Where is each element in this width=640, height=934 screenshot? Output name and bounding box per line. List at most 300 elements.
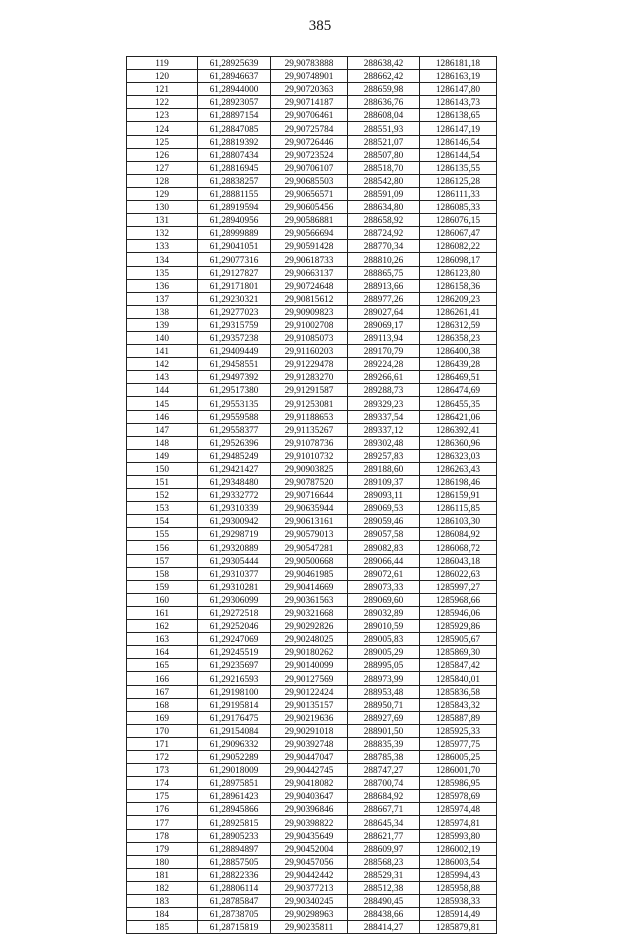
latitude-cell: 61,29558377 [198,423,271,436]
y-coordinate-cell: 1285977,75 [420,737,497,750]
point-number-cell: 132 [127,227,198,240]
point-number-cell: 138 [127,305,198,318]
x-coordinate-cell: 288518,70 [348,161,420,174]
y-coordinate-cell: 1286084,92 [420,528,497,541]
x-coordinate-cell: 288684,92 [348,790,420,803]
latitude-cell: 61,29198100 [198,685,271,698]
latitude-cell: 61,29348480 [198,476,271,489]
point-number-cell: 165 [127,659,198,672]
longitude-cell: 29,90403647 [271,790,348,803]
x-coordinate-cell: 288414,27 [348,921,420,934]
longitude-cell: 29,90442745 [271,764,348,777]
x-coordinate-cell: 289057,58 [348,528,420,541]
latitude-cell: 61,29041051 [198,240,271,253]
y-coordinate-cell: 1286147,19 [420,122,497,135]
coordinates-table-body [127,57,497,934]
point-number-cell: 149 [127,449,198,462]
x-coordinate-cell: 289113,94 [348,331,420,344]
x-coordinate-cell: 288659,98 [348,83,420,96]
y-coordinate-cell: 1285836,58 [420,685,497,698]
point-number-cell: 124 [127,122,198,135]
y-coordinate-cell: 1286392,41 [420,423,497,436]
x-coordinate-cell: 288724,92 [348,227,420,240]
table-row [127,515,497,528]
longitude-cell: 29,91283270 [271,371,348,384]
latitude-cell: 61,28925639 [198,57,271,70]
longitude-cell: 29,91078736 [271,436,348,449]
point-number-cell: 122 [127,96,198,109]
y-coordinate-cell: 1286144,54 [420,148,497,161]
latitude-cell: 61,29497392 [198,371,271,384]
y-coordinate-cell: 1286001,70 [420,764,497,777]
table-row [127,187,497,200]
point-number-cell: 176 [127,803,198,816]
x-coordinate-cell: 288621,77 [348,829,420,842]
longitude-cell: 29,90613161 [271,515,348,528]
x-coordinate-cell: 289170,79 [348,345,420,358]
table-row [127,803,497,816]
y-coordinate-cell: 1285925,33 [420,724,497,737]
table-row [127,921,497,934]
y-coordinate-cell: 1286115,85 [420,502,497,515]
table-row [127,711,497,724]
point-number-cell: 126 [127,148,198,161]
y-coordinate-cell: 1286358,23 [420,331,497,344]
point-number-cell: 129 [127,187,198,200]
table-row [127,855,497,868]
point-number-cell: 133 [127,240,198,253]
y-coordinate-cell: 1286439,28 [420,358,497,371]
point-number-cell: 171 [127,737,198,750]
point-number-cell: 154 [127,515,198,528]
latitude-cell: 61,28940956 [198,214,271,227]
point-number-cell: 182 [127,881,198,894]
x-coordinate-cell: 288634,80 [348,201,420,214]
point-number-cell: 179 [127,842,198,855]
longitude-cell: 29,90435649 [271,829,348,842]
longitude-cell: 29,90586881 [271,214,348,227]
longitude-cell: 29,90706107 [271,161,348,174]
longitude-cell: 29,90457056 [271,855,348,868]
table-row [127,554,497,567]
latitude-cell: 61,29485249 [198,449,271,462]
x-coordinate-cell: 288950,71 [348,698,420,711]
x-coordinate-cell: 288747,27 [348,764,420,777]
table-row [127,606,497,619]
table-row [127,541,497,554]
y-coordinate-cell: 1286111,33 [420,187,497,200]
latitude-cell: 61,28961423 [198,790,271,803]
table-row [127,842,497,855]
longitude-cell: 29,90180262 [271,646,348,659]
point-number-cell: 127 [127,161,198,174]
latitude-cell: 61,29300942 [198,515,271,528]
latitude-cell: 61,28857505 [198,855,271,868]
y-coordinate-cell: 1286159,91 [420,489,497,502]
longitude-cell: 29,90396846 [271,803,348,816]
table-row [127,881,497,894]
point-number-cell: 184 [127,908,198,921]
longitude-cell: 29,90725784 [271,122,348,135]
x-coordinate-cell: 289082,83 [348,541,420,554]
point-number-cell: 160 [127,593,198,606]
y-coordinate-cell: 1286138,65 [420,109,497,122]
table-row [127,764,497,777]
point-number-cell: 150 [127,462,198,475]
y-coordinate-cell: 1286068,72 [420,541,497,554]
x-coordinate-cell: 288568,23 [348,855,420,868]
x-coordinate-cell: 288835,39 [348,737,420,750]
latitude-cell: 61,28816945 [198,161,271,174]
y-coordinate-cell: 1286400,38 [420,345,497,358]
longitude-cell: 29,90248025 [271,633,348,646]
y-coordinate-cell: 1286147,80 [420,83,497,96]
point-number-cell: 181 [127,868,198,881]
point-number-cell: 123 [127,109,198,122]
table-row [127,70,497,83]
y-coordinate-cell: 1286005,25 [420,750,497,763]
page-number: 385 [308,18,332,34]
table-row [127,253,497,266]
x-coordinate-cell: 289066,44 [348,554,420,567]
longitude-cell: 29,90414669 [271,580,348,593]
table-row [127,83,497,96]
latitude-cell: 61,29216593 [198,672,271,685]
longitude-cell: 29,90723524 [271,148,348,161]
latitude-cell: 61,29096332 [198,737,271,750]
point-number-cell: 167 [127,685,198,698]
table-row [127,672,497,685]
y-coordinate-cell: 1286082,22 [420,240,497,253]
y-coordinate-cell: 1285968,66 [420,593,497,606]
longitude-cell: 29,91160203 [271,345,348,358]
longitude-cell: 29,90635944 [271,502,348,515]
x-coordinate-cell: 288995,05 [348,659,420,672]
point-number-cell: 142 [127,358,198,371]
longitude-cell: 29,90706461 [271,109,348,122]
table-row [127,227,497,240]
y-coordinate-cell: 1285997,27 [420,580,497,593]
y-coordinate-cell: 1286360,96 [420,436,497,449]
point-number-cell: 156 [127,541,198,554]
x-coordinate-cell: 289329,23 [348,397,420,410]
point-number-cell: 143 [127,371,198,384]
table-row [127,567,497,580]
point-number-cell: 158 [127,567,198,580]
latitude-cell: 61,28925815 [198,816,271,829]
point-number-cell: 121 [127,83,198,96]
x-coordinate-cell: 289093,11 [348,489,420,502]
latitude-cell: 61,28919594 [198,201,271,214]
latitude-cell: 61,29559588 [198,410,271,423]
table-row [127,895,497,908]
table-row [127,633,497,646]
point-number-cell: 177 [127,816,198,829]
y-coordinate-cell: 1286261,41 [420,305,497,318]
table-row [127,816,497,829]
table-row [127,135,497,148]
y-coordinate-cell: 1285843,32 [420,698,497,711]
y-coordinate-cell: 1285974,81 [420,816,497,829]
y-coordinate-cell: 1286455,35 [420,397,497,410]
longitude-cell: 29,90219636 [271,711,348,724]
latitude-cell: 61,29310339 [198,502,271,515]
table-row [127,868,497,881]
x-coordinate-cell: 288609,97 [348,842,420,855]
y-coordinate-cell: 1286076,15 [420,214,497,227]
y-coordinate-cell: 1286421,06 [420,410,497,423]
table-row [127,397,497,410]
latitude-cell: 61,29320889 [198,541,271,554]
y-coordinate-cell: 1286043,18 [420,554,497,567]
latitude-cell: 61,28999889 [198,227,271,240]
longitude-cell: 29,91229478 [271,358,348,371]
longitude-cell: 29,90292826 [271,620,348,633]
longitude-cell: 29,90726446 [271,135,348,148]
latitude-cell: 61,29553135 [198,397,271,410]
y-coordinate-cell: 1285887,89 [420,711,497,724]
y-coordinate-cell: 1286323,03 [420,449,497,462]
longitude-cell: 29,90235811 [271,921,348,934]
x-coordinate-cell: 288977,26 [348,292,420,305]
longitude-cell: 29,90298963 [271,908,348,921]
longitude-cell: 29,90398822 [271,816,348,829]
latitude-cell: 61,29235697 [198,659,271,672]
latitude-cell: 61,29195814 [198,698,271,711]
table-row [127,750,497,763]
table-row [127,305,497,318]
latitude-cell: 61,28894897 [198,842,271,855]
point-number-cell: 153 [127,502,198,515]
point-number-cell: 131 [127,214,198,227]
x-coordinate-cell: 289005,83 [348,633,420,646]
latitude-cell: 61,29176475 [198,711,271,724]
table-row [127,345,497,358]
point-number-cell: 137 [127,292,198,305]
table-row [127,502,497,515]
point-number-cell: 164 [127,646,198,659]
table-row [127,449,497,462]
longitude-cell: 29,90291018 [271,724,348,737]
x-coordinate-cell: 289337,12 [348,423,420,436]
y-coordinate-cell: 1286135,55 [420,161,497,174]
x-coordinate-cell: 288770,34 [348,240,420,253]
point-number-cell: 151 [127,476,198,489]
point-number-cell: 140 [127,331,198,344]
longitude-cell: 29,91002708 [271,318,348,331]
latitude-cell: 61,28838257 [198,174,271,187]
table-row [127,659,497,672]
x-coordinate-cell: 288785,38 [348,750,420,763]
point-number-cell: 175 [127,790,198,803]
longitude-cell: 29,90340245 [271,895,348,908]
longitude-cell: 29,90579013 [271,528,348,541]
latitude-cell: 61,29272518 [198,606,271,619]
y-coordinate-cell: 1285929,86 [420,620,497,633]
table-row [127,122,497,135]
latitude-cell: 61,29458551 [198,358,271,371]
longitude-cell: 29,90127569 [271,672,348,685]
latitude-cell: 61,28944000 [198,83,271,96]
x-coordinate-cell: 288542,80 [348,174,420,187]
point-number-cell: 139 [127,318,198,331]
latitude-cell: 61,28822336 [198,868,271,881]
point-number-cell: 183 [127,895,198,908]
point-number-cell: 125 [127,135,198,148]
latitude-cell: 61,28847085 [198,122,271,135]
point-number-cell: 144 [127,384,198,397]
longitude-cell: 29,90461985 [271,567,348,580]
point-number-cell: 162 [127,620,198,633]
table-row [127,318,497,331]
table-row [127,410,497,423]
coordinates-table [126,56,497,934]
latitude-cell: 61,29357238 [198,331,271,344]
longitude-cell: 29,90815612 [271,292,348,305]
y-coordinate-cell: 1285974,48 [420,803,497,816]
latitude-cell: 61,29052289 [198,750,271,763]
x-coordinate-cell: 289069,53 [348,502,420,515]
longitude-cell: 29,90500668 [271,554,348,567]
longitude-cell: 29,90787520 [271,476,348,489]
x-coordinate-cell: 288529,31 [348,868,420,881]
table-row [127,423,497,436]
x-coordinate-cell: 289266,61 [348,371,420,384]
point-number-cell: 141 [127,345,198,358]
point-number-cell: 130 [127,201,198,214]
latitude-cell: 61,28897154 [198,109,271,122]
y-coordinate-cell: 1285847,42 [420,659,497,672]
latitude-cell: 61,29252046 [198,620,271,633]
longitude-cell: 29,90685503 [271,174,348,187]
x-coordinate-cell: 289032,89 [348,606,420,619]
point-number-cell: 170 [127,724,198,737]
table-row [127,161,497,174]
y-coordinate-cell: 1286469,51 [420,371,497,384]
x-coordinate-cell: 289069,60 [348,593,420,606]
table-row [127,489,497,502]
x-coordinate-cell: 288927,69 [348,711,420,724]
longitude-cell: 29,90903825 [271,462,348,475]
point-number-cell: 161 [127,606,198,619]
latitude-cell: 61,28807434 [198,148,271,161]
y-coordinate-cell: 1286003,54 [420,855,497,868]
table-row [127,685,497,698]
longitude-cell: 29,90618733 [271,253,348,266]
longitude-cell: 29,90591428 [271,240,348,253]
x-coordinate-cell: 289257,83 [348,449,420,462]
x-coordinate-cell: 289059,46 [348,515,420,528]
table-row [127,737,497,750]
longitude-cell: 29,90361563 [271,593,348,606]
x-coordinate-cell: 288913,66 [348,279,420,292]
x-coordinate-cell: 289337,54 [348,410,420,423]
table-row [127,57,497,70]
latitude-cell: 61,29154084 [198,724,271,737]
table-row [127,580,497,593]
table-row [127,476,497,489]
latitude-cell: 61,29315759 [198,318,271,331]
table-row [127,266,497,279]
longitude-cell: 29,90714187 [271,96,348,109]
y-coordinate-cell: 1286002,19 [420,842,497,855]
x-coordinate-cell: 289073,33 [348,580,420,593]
table-row [127,292,497,305]
x-coordinate-cell: 288638,42 [348,57,420,70]
y-coordinate-cell: 1286143,73 [420,96,497,109]
y-coordinate-cell: 1285994,43 [420,868,497,881]
longitude-cell: 29,90724648 [271,279,348,292]
longitude-cell: 29,90122424 [271,685,348,698]
y-coordinate-cell: 1286158,36 [420,279,497,292]
longitude-cell: 29,90377213 [271,881,348,894]
y-coordinate-cell: 1286146,54 [420,135,497,148]
y-coordinate-cell: 1286474,69 [420,384,497,397]
table-row [127,331,497,344]
latitude-cell: 61,28785847 [198,895,271,908]
x-coordinate-cell: 289188,60 [348,462,420,475]
x-coordinate-cell: 289069,17 [348,318,420,331]
latitude-cell: 61,28905233 [198,829,271,842]
latitude-cell: 61,29018009 [198,764,271,777]
point-number-cell: 157 [127,554,198,567]
y-coordinate-cell: 1286209,23 [420,292,497,305]
y-coordinate-cell: 1285986,95 [420,777,497,790]
point-number-cell: 166 [127,672,198,685]
longitude-cell: 29,90909823 [271,305,348,318]
latitude-cell: 61,29171801 [198,279,271,292]
latitude-cell: 61,29517380 [198,384,271,397]
point-number-cell: 146 [127,410,198,423]
latitude-cell: 61,28881155 [198,187,271,200]
y-coordinate-cell: 1285938,33 [420,895,497,908]
longitude-cell: 29,90135157 [271,698,348,711]
y-coordinate-cell: 1286312,59 [420,318,497,331]
point-number-cell: 119 [127,57,198,70]
point-number-cell: 120 [127,70,198,83]
table-row [127,148,497,161]
latitude-cell: 61,29310377 [198,567,271,580]
table-row [127,214,497,227]
longitude-cell: 29,90720363 [271,83,348,96]
x-coordinate-cell: 288512,38 [348,881,420,894]
longitude-cell: 29,91291587 [271,384,348,397]
point-number-cell: 147 [127,423,198,436]
longitude-cell: 29,90140099 [271,659,348,672]
point-number-cell: 163 [127,633,198,646]
y-coordinate-cell: 1285869,30 [420,646,497,659]
x-coordinate-cell: 289072,61 [348,567,420,580]
x-coordinate-cell: 288901,50 [348,724,420,737]
point-number-cell: 180 [127,855,198,868]
y-coordinate-cell: 1286098,17 [420,253,497,266]
table-row [127,698,497,711]
latitude-cell: 61,29277023 [198,305,271,318]
x-coordinate-cell: 288636,76 [348,96,420,109]
longitude-cell: 29,90392748 [271,737,348,750]
x-coordinate-cell: 288667,71 [348,803,420,816]
longitude-cell: 29,90321668 [271,606,348,619]
latitude-cell: 61,29332772 [198,489,271,502]
x-coordinate-cell: 288551,93 [348,122,420,135]
x-coordinate-cell: 289302,48 [348,436,420,449]
x-coordinate-cell: 288865,75 [348,266,420,279]
longitude-cell: 29,90605456 [271,201,348,214]
table-row [127,358,497,371]
longitude-cell: 29,91135267 [271,423,348,436]
point-number-cell: 145 [127,397,198,410]
latitude-cell: 61,29310281 [198,580,271,593]
